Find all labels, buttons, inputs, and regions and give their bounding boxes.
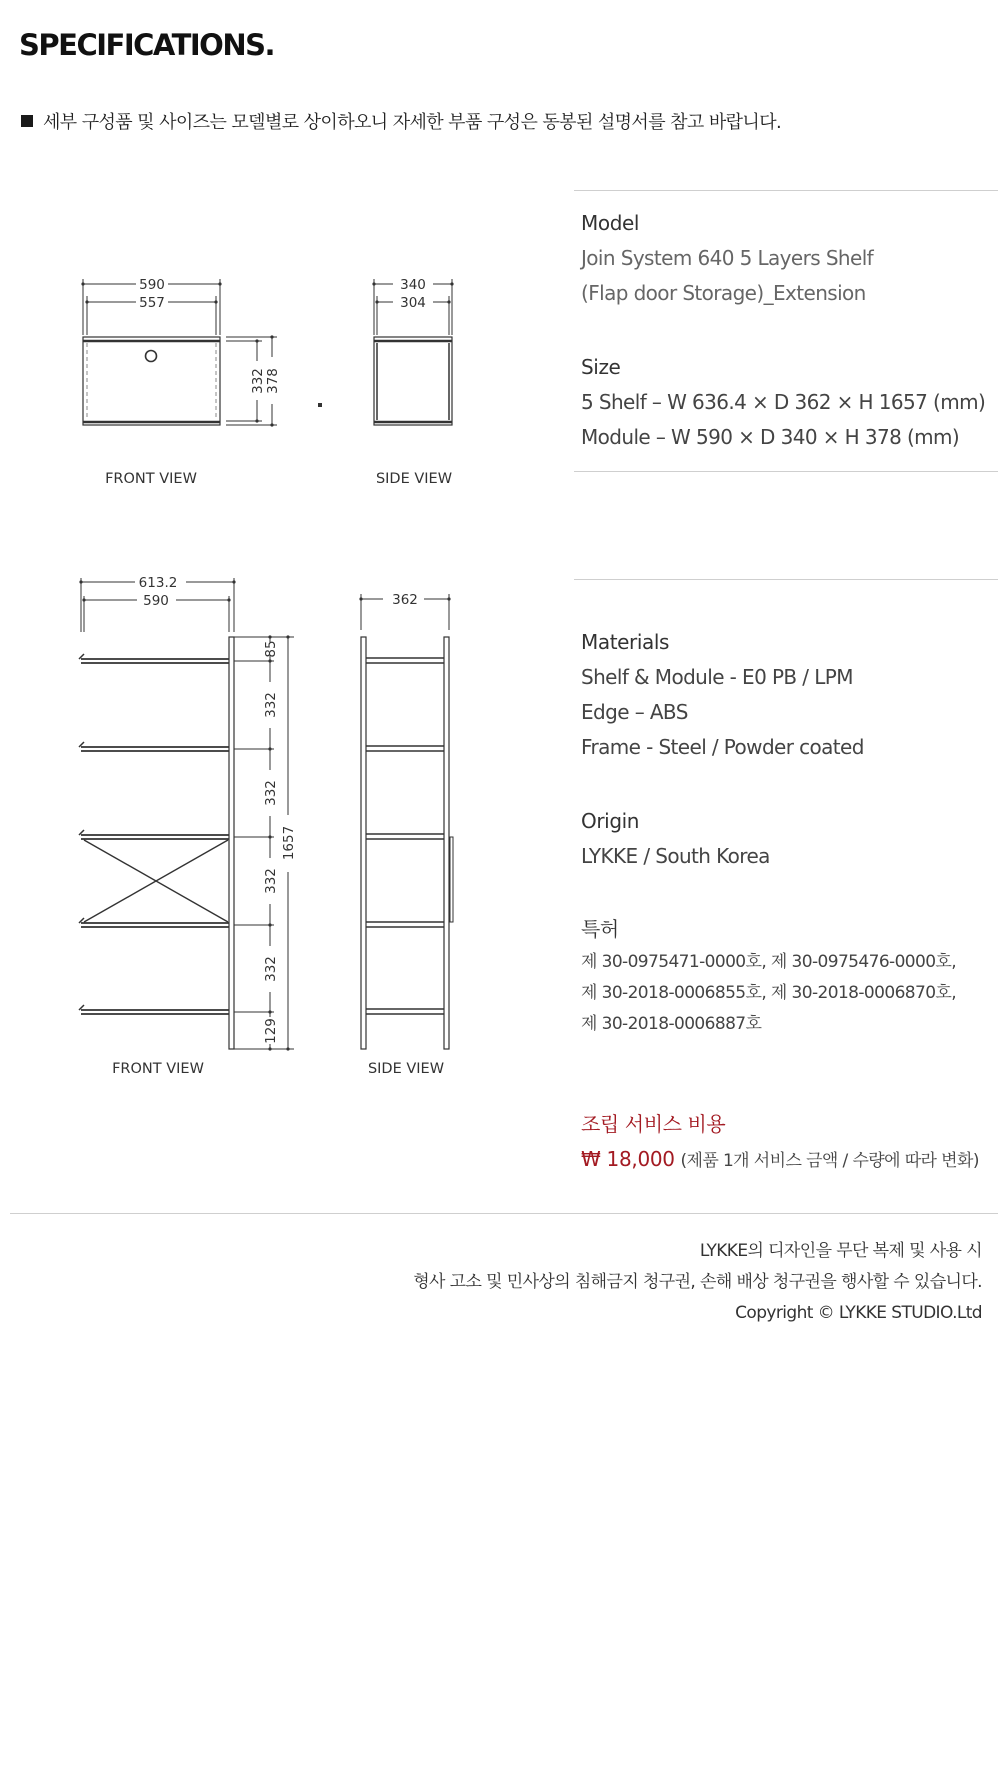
service-section (581, 1107, 991, 1179)
materials-line-3: Frame - Steel / Powder coated (581, 735, 864, 759)
service-heading: 조립 서비스 비용 (581, 1112, 726, 1136)
module-height-outer: 378 (265, 368, 281, 394)
size-line-2: Module – W 590 × D 340 × H 378 (mm) (581, 425, 960, 449)
divider-footer (10, 1213, 998, 1214)
patent-line-2: 제 30-2018-0006855호, 제 30-2018-0006870호, (581, 983, 957, 1003)
divider-top (574, 190, 998, 191)
shelf-front-width-outer: 613.2 (138, 575, 178, 591)
module-front-width-outer: 590 (139, 277, 165, 293)
materials-line-1: Shelf & Module - E0 PB / LPM (581, 665, 853, 689)
shelf-front-view-label: FRONT VIEW (112, 1061, 204, 1077)
service-note: (제품 1개 서비스 금액 / 수량에 따라 변화) (680, 1151, 979, 1171)
footer-line-1: LYKKE의 디자인을 무단 복제 및 사용 시 (699, 1241, 982, 1261)
patent-heading: 특허 (581, 917, 619, 941)
module-side-depth-outer: 340 (400, 277, 426, 293)
materials-section (581, 625, 991, 765)
divider-middle (574, 471, 998, 472)
service-price: ₩ 18,000 (581, 1147, 675, 1171)
shelf-gap-4: 332 (263, 956, 279, 982)
materials-line-2: Edge – ABS (581, 700, 688, 724)
divider-lower (574, 579, 998, 580)
model-line-1: Join System 640 5 Layers Shelf (581, 246, 874, 270)
service-price-row (581, 1142, 991, 1179)
module-front-view-label: FRONT VIEW (105, 471, 197, 487)
model-line-2: (Flap door Storage)_Extension (581, 281, 866, 305)
origin-section (581, 804, 991, 874)
model-heading: Model (581, 211, 640, 235)
module-side-view-label: SIDE VIEW (375, 471, 453, 487)
size-section (581, 350, 991, 455)
footer-line-3: Copyright © LYKKE STUDIO.Ltd (735, 1303, 982, 1323)
module-front-width-inner: 557 (139, 295, 165, 311)
notice-text: 세부 구성품 및 사이즈는 모델별로 상이하오니 자세한 부품 구성은 동봉된 설명서를 참고 바랍니다. (43, 112, 782, 133)
shelf-front-width-inner: 590 (143, 593, 169, 609)
module-side-depth-inner: 304 (400, 295, 426, 311)
shelf-gap-1: 332 (263, 692, 279, 718)
technical-drawings (0, 0, 560, 1100)
materials-heading: Materials (581, 630, 670, 654)
shelf-gap-3: 332 (263, 868, 279, 894)
model-section (581, 206, 991, 311)
shelf-total-height: 1657 (281, 825, 297, 861)
shelf-bottom-gap: 129 (263, 1018, 279, 1044)
shelf-side-view-label: SIDE VIEW (367, 1061, 445, 1077)
patent-line-3: 제 30-2018-0006887호 (581, 1014, 762, 1034)
size-line-1: 5 Shelf – W 636.4 × D 362 × H 1657 (mm) (581, 390, 986, 414)
size-heading: Size (581, 355, 621, 379)
patent-line-1: 제 30-0975471-0000호, 제 30-0975476-0000호, (581, 952, 957, 972)
shelf-top-gap: 85 (263, 640, 279, 658)
patent-section (581, 912, 991, 1040)
page-title: SPECIFICATIONS. (19, 28, 274, 62)
footer-line-2: 형사 고소 및 민사상의 침해금지 청구권, 손해 배상 청구권을 행사할 수 있습니다. (413, 1272, 982, 1292)
module-height-inner: 332 (250, 368, 266, 394)
origin-line: LYKKE / South Korea (581, 844, 770, 868)
shelf-side-depth: 362 (392, 592, 418, 608)
copyright-footer (413, 1236, 982, 1329)
shelf-gap-2: 332 (263, 780, 279, 806)
origin-heading: Origin (581, 809, 640, 833)
